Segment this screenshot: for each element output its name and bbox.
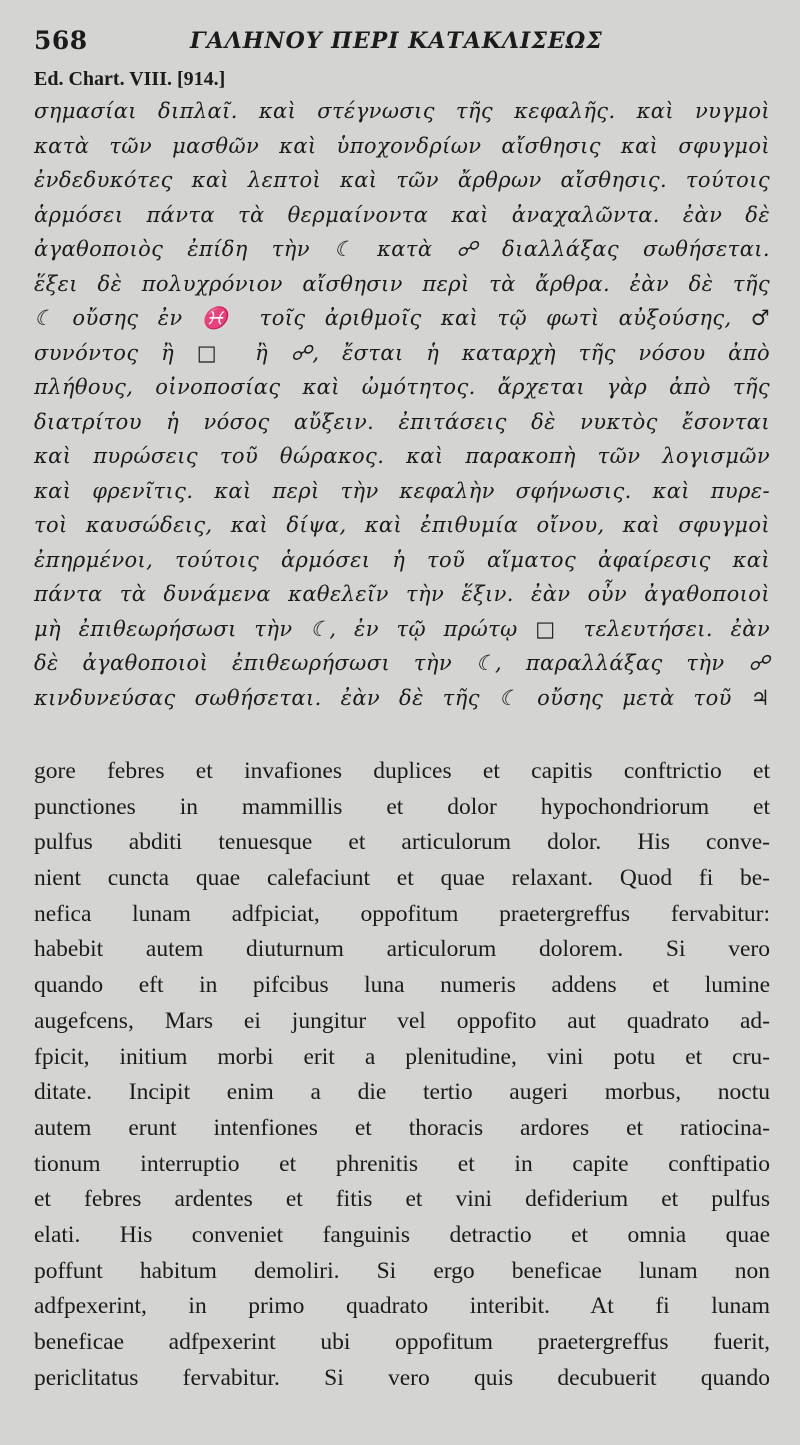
latin-line: elati. His conveniet fanguinis detractio et omnia quae — [34, 1221, 770, 1248]
latin-line: et febres ardentes et fitis et vini defiderium et pulfus — [34, 1186, 770, 1213]
latin-line: nefica lunam adfpiciat, oppofitum praetergreffus fervabitur: — [34, 900, 770, 927]
latin-line: gore febres et invafiones duplices et capitis conftrictio et — [34, 758, 770, 784]
latin-line: poffunt habitum demoliri. Si ergo beneficae lunam non — [34, 1257, 770, 1284]
latin-line: fpicit, initium morbi erit a plenitudine, vini potu et cru- — [34, 1043, 770, 1070]
greek-line: καὶ φρενῖτις. καὶ περὶ τὴν κεφαλὴν σφήνωσις. καὶ πυρε- — [34, 478, 770, 503]
latin-line: nient cuncta quae calefaciunt et quae relaxant. Quod fi be- — [34, 865, 770, 892]
greek-line: σημασίαι διπλαῖ. καὶ στέγνωσις τῆς κεφαλῆς. καὶ νυγμοὶ — [34, 99, 770, 123]
running-head — [34, 22, 770, 66]
latin-line: habebit autem diuturnum articulorum dolorem. Si vero — [34, 936, 770, 963]
latin-line: tionum interruptio et phrenitis et in capite conftipatio — [34, 1150, 770, 1177]
greek-line: ἐπηρμένοι, τούτοις ἁρμόσει ἡ τοῦ αἵματος ἀφαίρεσις καὶ — [34, 547, 770, 572]
greek-line: τοὶ καυσώδεις, καὶ δίψα, καὶ ἐπιθυμία οἴνου, καὶ σφυγμοὶ — [34, 513, 770, 537]
greek-line: μὴ ἐπιθεωρήσωσι τὴν ☾, ἐν τῷ πρώτῳ □ τελευτήσει. ἐὰν — [34, 616, 770, 641]
latin-line: beneficae adfpexerint ubi oppofitum praetergreffus fuerit, — [34, 1329, 770, 1355]
latin-line: periclitatus fervabitur. Si vero quis decubuerit quando — [34, 1364, 770, 1391]
greek-line: πλήθους, οἰνοποσίας καὶ ὠμότητος. ἄρχεται γὰρ ἀπὸ τῆς — [34, 375, 770, 399]
edition-note: Ed. Chart. VIII. [914.] — [34, 68, 226, 90]
latin-line: pulfus abditi tenuesque et articulorum dolor. His conve- — [34, 829, 770, 856]
latin-text — [34, 754, 770, 1396]
greek-line: συνόντος ἢ □ ἢ ☍, ἔσται ἡ καταρχὴ τῆς νόσου ἀπὸ — [34, 340, 770, 365]
latin-line: punctiones in mammillis et dolor hypochondriorum et — [34, 793, 770, 820]
latin-line: quando eft in pifcibus luna numeris addens et lumine — [34, 972, 770, 999]
greek-line: ἐνδεδυκότες καὶ λεπτοὶ καὶ τῶν ἄρθρων αἴσθησις. τούτοις — [34, 168, 770, 192]
greek-line: κινδυνεύσας σωθήσεται. ἐὰν δὲ τῆς ☾ οὔσης μετὰ τοῦ ♃ — [34, 685, 770, 710]
greek-text — [34, 94, 770, 715]
latin-line: ditate. Incipit enim a die tertio augeri morbus, noctu — [34, 1079, 770, 1106]
greek-line: δὲ ἀγαθοποιοὶ ἐπιθεωρήσωσι τὴν ☾, παραλλάξας τὴν ☍ — [34, 651, 770, 675]
greek-line: καὶ πυρώσεις τοῦ θώρακος. καὶ παρακοπὴ τῶν λογισμῶν — [34, 444, 770, 468]
latin-line: augefcens, Mars ei jungitur vel oppofito aut quadrato ad- — [34, 1007, 770, 1034]
greek-line: ☾ οὔσης ἐν ♓ τοῖς ἀριθμοῖς καὶ τῷ φωτὶ αὐξούσης, ♂ — [34, 306, 770, 330]
page-number: 568 — [34, 26, 88, 55]
greek-line: ἁρμόσει πάντα τὰ θερμαίνοντα καὶ ἀναχαλῶντα. ἐὰν δὲ — [34, 202, 770, 227]
running-title: ΓΑΛΗΝΟΥ ΠΕΡΙ ΚΑΤΑΚΛΙΣΕΩΣ — [190, 28, 603, 54]
greek-line: ἀγαθοποιὸς ἐπίδη τὴν ☾ κατὰ ☍ διαλλάξας σωθήσεται. — [34, 237, 770, 261]
latin-line: autem erunt intenfiones et thoracis ardores et ratiocina- — [34, 1114, 770, 1141]
greek-line: διατρίτου ἡ νόσος αὔξειν. ἐπιτάσεις δὲ νυκτὸς ἔσονται — [34, 409, 770, 434]
latin-line: adfpexerint, in primo quadrato interibit. At fi lunam — [34, 1293, 770, 1320]
greek-line: ἕξει δὲ πολυχρόνιον αἴσθησιν περὶ τὰ ἄρθρα. ἐὰν δὲ τῆς — [34, 271, 770, 296]
greek-line: πάντα τὰ δυνάμενα καθελεῖν τὴν ἕξιν. ἐὰν οὖν ἀγαθοποιοὶ — [34, 582, 770, 606]
greek-line: κατὰ τῶν μασθῶν καὶ ὑποχονδρίων αἴσθησις καὶ σφυγμοὶ — [34, 133, 770, 158]
